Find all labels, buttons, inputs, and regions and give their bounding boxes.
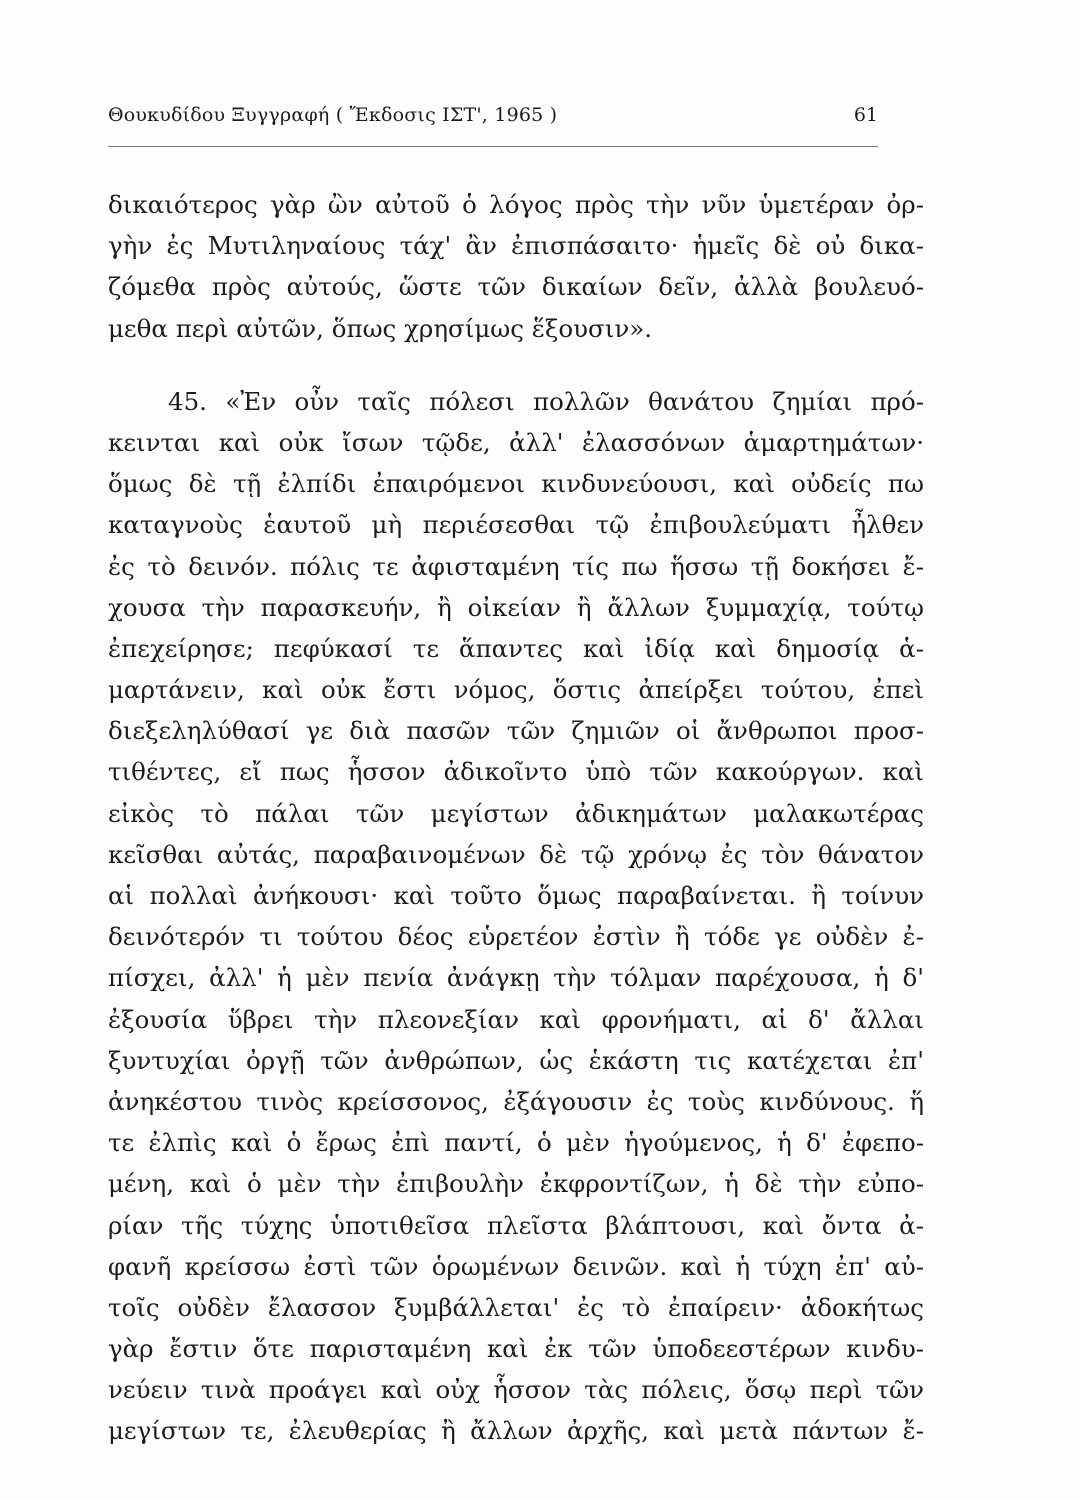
text-line: τιθέντες, εἴ πως ἧσσον ἀδικοῖντο ὑπὸ τῶν κακούργων. καὶ [108,757,924,787]
text-line: κεινται καὶ οὐκ ἴσων τῷδε, ἀλλ' ἐλασσόνων ἁμαρτημάτων· [108,427,924,457]
text-line: ρίαν τῆς τύχης ὑποτιθεῖσα πλεῖστα βλάπτουσι, καὶ ὄντα ἀ- [108,1210,924,1240]
text-line: χουσα τὴν παρασκευήν, ἢ οἰκείαν ἢ ἄλλων ξυμμαχίᾳ, τούτῳ [108,592,924,622]
text-line: μαρτάνειν, καὶ οὐκ ἔστι νόμος, ὅστις ἀπείρξει τούτου, ἐπεὶ [108,675,924,705]
text-line: μεγίστων τε, ἐλευθερίας ἢ ἄλλων ἀρχῆς, καὶ μετὰ πάντων ἔ- [108,1416,924,1446]
section-first-line [108,381,924,422]
text-line: κεῖσθαι αὐτάς, παραβαινομένων δὲ τῷ χρόνῳ ἐς τὸν θάνατον [108,839,924,869]
text-fragment: «Ἐν οὖν ταῖς πόλεσι πολλῶν θανάτου ζημίαι πρό- [225,386,924,416]
text-line: γὴν ἐς Μυτιληναίους τάχ' ἂν ἐπισπάσαιτο· ἡμεῖς δὲ οὐ δικα- [108,231,924,261]
text-line: μένη, καὶ ὁ μὲν τὴν ἐπιβουλὴν ἐκφροντίζων, ἡ δὲ τὴν εὐπο- [108,1169,924,1199]
running-title: Θουκυδίδου Ξυγγραφή ( Ἔκδοσις ΙΣΤ', 1965 ) [108,104,558,126]
paragraph-gap [108,349,924,381]
text-line: ἀνηκέστου τινὸς κρείσσονος, ἐξάγουσιν ἐς τοὺς κινδύνους. ἥ [108,1086,924,1116]
text-line: τοῖς οὐδὲν ἔλασσον ξυμβάλλεται' ἐς τὸ ἐπαίρειν· ἀδοκήτως [108,1292,924,1322]
text-line: νεύειν τινὰ προάγει καὶ οὐχ ἧσσον τὰς πόλεις, ὅσῳ περὶ τῶν [108,1375,924,1405]
text-line: μεθα περὶ αὐτῶν, ὅπως χρησίμως ἕξουσιν». [108,313,653,343]
text-line: ἐξουσία ὕβρει τὴν πλεονεξίαν καὶ φρονήματι, αἱ δ' ἄλλαι [108,1004,924,1034]
text-line: πίσχει, ἀλλ' ἡ μὲν πενία ἀνάγκῃ τὴν τόλμαν παρέχουσα, ἡ δ' [108,963,924,993]
text-line: διεξεληλύθασί γε διὰ πασῶν τῶν ζημιῶν οἱ ἄνθρωποι προσ- [108,716,924,746]
text-line: ὅμως δὲ τῇ ἐλπίδι ἐπαιρόμενοι κινδυνεύουσι, καὶ οὐδείς πω [108,469,924,499]
text-line: φανῆ κρείσσω ἐστὶ τῶν ὁρωμένων δεινῶν. καὶ ἡ τύχη ἐπ' αὐ- [108,1251,924,1281]
text-line: αἱ πολλαὶ ἀνήκουσι· καὶ τοῦτο ὅμως παραβαίνεται. ἢ τοίνυν [108,881,924,910]
text-line: δεινότερόν τι τούτου δέος εὑρετέον ἐστὶν ἢ τόδε γε οὐδὲν ἐ- [108,922,924,952]
text-line: καταγνοὺς ἑαυτοῦ μὴ περιέσεσθαι τῷ ἐπιβουλεύματι ἦλθεν [108,510,924,540]
paragraph-section-45 [108,381,924,1452]
header-rule [108,146,878,147]
section-number: 45. [168,386,207,416]
page-number: 61 [853,104,878,126]
text-line: δικαιότερος γὰρ ὢν αὐτοῦ ὁ λόγος πρὸς τὴν νῦν ὑμετέραν ὀρ- [108,190,924,219]
text-line: τε ἐλπὶς καὶ ὁ ἔρως ἐπὶ παντί, ὁ μὲν ἡγούμενος, ἡ δ' ἐφεπο- [108,1128,924,1158]
text-line: γὰρ ἔστιν ὅτε παρισταμένη καὶ ἐκ τῶν ὑποδεεστέρων κινδυ- [108,1334,924,1364]
text-line: ζόμεθα πρὸς αὐτούς, ὥστε τῶν δικαίων δεῖν, ἀλλὰ βουλευό- [108,272,924,302]
text-line: ἐπεχείρησε; πεφύκασί τε ἅπαντες καὶ ἰδίᾳ καὶ δημοσίᾳ ἁ- [108,633,924,663]
text-line: εἰκὸς τὸ πάλαι τῶν μεγίστων ἀδικημάτων μαλακωτέρας [108,798,924,828]
body-text [108,184,924,1452]
paragraph-continued [108,184,924,349]
running-head [108,100,878,140]
text-line: ξυντυχίαι ὀργῇ τῶν ἀνθρώπων, ὡς ἑκάστη τις κατέχεται ἐπ' [108,1045,924,1075]
text-line: ἐς τὸ δεινόν. πόλις τε ἀφισταμένη τίς πω ἥσσω τῇ δοκήσει ἔ- [108,551,924,581]
